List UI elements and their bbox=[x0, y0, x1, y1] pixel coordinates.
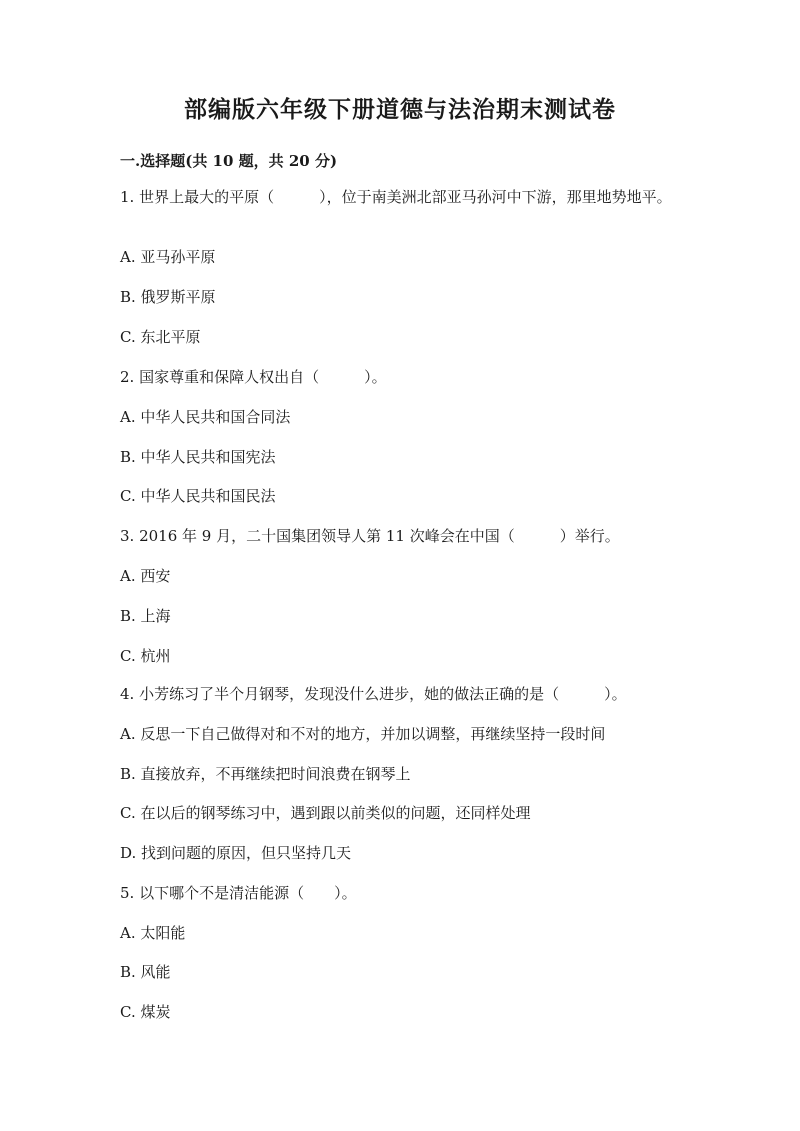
question-3-option-b: B. 上海 bbox=[120, 607, 171, 625]
question-4-option-d: D. 找到问题的原因，但只坚持几天 bbox=[120, 844, 352, 862]
question-4-option-b: B. 直接放弃，不再继续把时间浪费在钢琴上 bbox=[120, 765, 411, 783]
question-1-option-c: C. 东北平原 bbox=[120, 328, 201, 346]
question-4-option-a: A. 反思一下自己做得对和不对的地方，并加以调整，再继续坚持一段时间 bbox=[120, 725, 606, 743]
question-2-stem: 2. 国家尊重和保障人权出自（ ）。 bbox=[120, 368, 387, 386]
question-5-option-a: A. 太阳能 bbox=[120, 924, 186, 942]
question-4-option-c: C. 在以后的钢琴练习中，遇到跟以前类似的问题，还同样处理 bbox=[120, 804, 531, 822]
question-1-stem: 1. 世界上最大的平原（ ），位于南美洲北部亚马孙河中下游，那里地势地平。 bbox=[120, 188, 672, 206]
question-1-option-a: A. 亚马孙平原 bbox=[120, 248, 216, 266]
section-heading: 一.选择题(共 10 题，共 20 分) bbox=[120, 152, 338, 170]
page-title: 部编版六年级下册道德与法治期末测试卷 bbox=[184, 96, 616, 123]
question-5-stem: 5. 以下哪个不是清洁能源（ ）。 bbox=[120, 884, 357, 902]
question-3-stem: 3. 2016 年 9 月，二十国集团领导人第 11 次峰会在中国（ ）举行。 bbox=[120, 527, 620, 545]
question-2-option-c: C. 中华人民共和国民法 bbox=[120, 487, 276, 505]
question-1-option-b: B. 俄罗斯平原 bbox=[120, 288, 216, 306]
question-4-stem: 4. 小芳练习了半个月钢琴，发现没什么进步，她的做法正确的是（ ）。 bbox=[120, 685, 627, 703]
question-3-option-a: A. 西安 bbox=[120, 567, 171, 585]
question-3-option-c: C. 杭州 bbox=[120, 647, 171, 665]
question-2-option-a: A. 中华人民共和国合同法 bbox=[120, 408, 291, 426]
question-5-option-b: B. 风能 bbox=[120, 963, 171, 981]
question-2-option-b: B. 中华人民共和国宪法 bbox=[120, 448, 276, 466]
question-5-option-c: C. 煤炭 bbox=[120, 1003, 171, 1021]
